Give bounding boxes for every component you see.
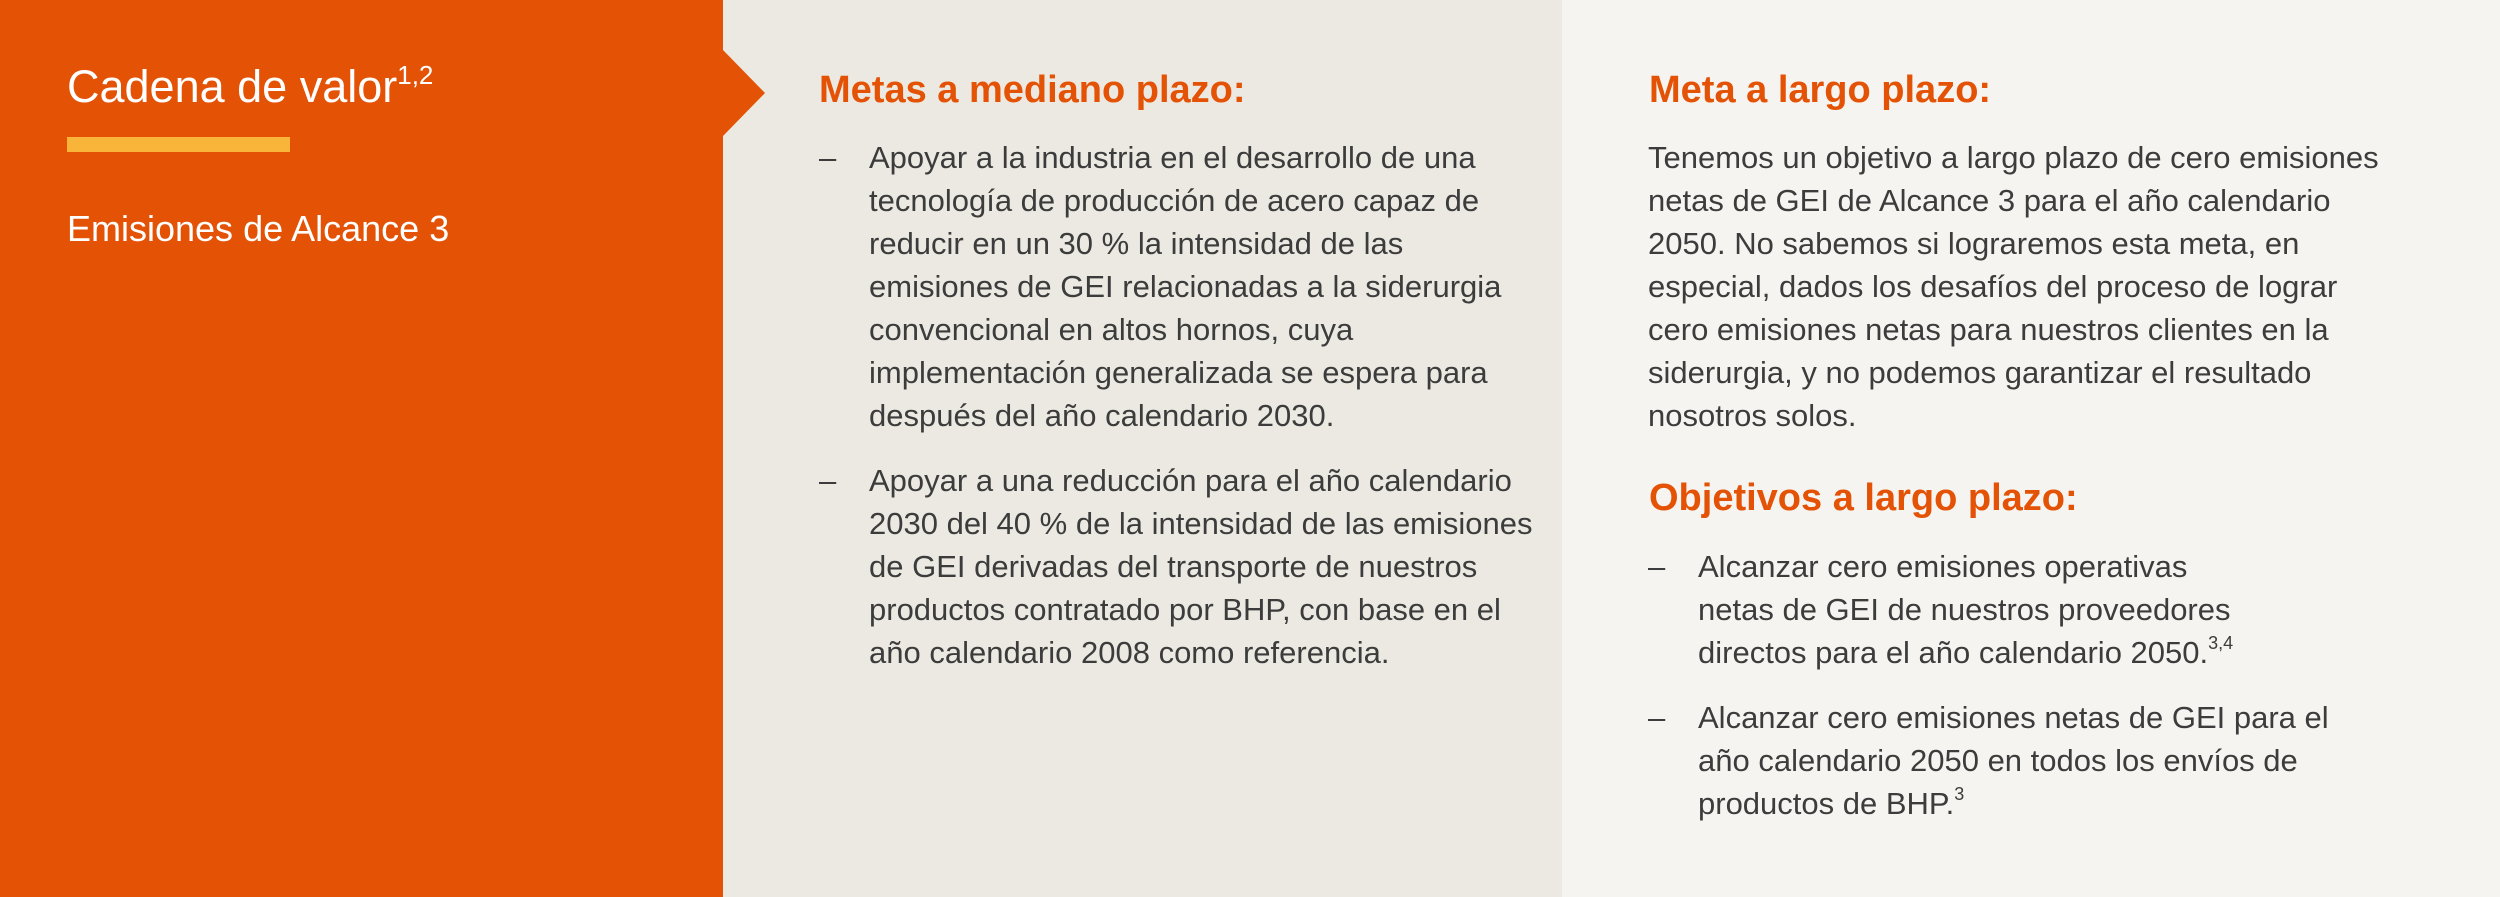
footnote-marker: 3: [1954, 784, 1965, 804]
medium-term-heading: Metas a mediano plazo:: [819, 69, 1246, 111]
accent-rule: [67, 137, 290, 152]
long-term-goal-paragraph: Tenemos un objetivo a largo plazo de cero emisiones netas de GEI de Alcance 3 para el año calendario 2050. No sabemos si lograremos esta meta, en especial, dados los desafíos del proceso de lograr cero emisiones netas para nuestros clientes en la siderurgia, y no podemos garantizar el resultado nosotros solos.: [1648, 140, 2379, 433]
list-item-text: Apoyar a la industria en el desarrollo de una tecnología de producción de acero capaz de reducir en un 30 % la intensidad de las emisiones de GEI relacionadas a la siderurgia convencional en altos hornos, cuya implementación generalizada se espera para después del año calendario 2030.: [869, 140, 1502, 433]
list-item: [819, 136, 1539, 437]
list-item-text: Alcanzar cero emisiones operativas netas de GEI de nuestros proveedores directos para el año calendario 2050.: [1698, 549, 2231, 670]
long-term-goal-heading: Meta a largo plazo:: [1649, 69, 1992, 111]
dash-marker: –: [819, 140, 837, 175]
scope-subtitle: Emisiones de Alcance 3: [67, 208, 450, 249]
dash-marker: –: [819, 463, 837, 498]
dash-marker: –: [1648, 549, 1666, 584]
page-title: [67, 60, 433, 114]
long-term-objectives-heading: Objetivos a largo plazo:: [1649, 477, 2078, 519]
medium-term-list: [819, 136, 1539, 696]
list-item: [1648, 696, 2368, 825]
long-term-panel: [1562, 0, 2500, 897]
list-item-text: Alcanzar cero emisiones netas de GEI para el año calendario 2050 en todos los envíos de productos de BHP.: [1698, 700, 2329, 821]
long-term-objectives-list: [1648, 545, 2368, 847]
list-item: [1648, 545, 2368, 674]
dash-marker: –: [1648, 700, 1666, 735]
list-item: [819, 459, 1539, 674]
panel-arrow: [723, 50, 765, 136]
scope-panel: [0, 0, 723, 897]
footnote-marker: 3,4: [2208, 633, 2234, 653]
medium-term-panel: [723, 0, 1562, 897]
page-title-text: Cadena de valor: [67, 61, 398, 112]
title-footnote: 1,2: [397, 60, 434, 90]
list-item-text: Apoyar a una reducción para el año calendario 2030 del 40 % de la intensidad de las emisiones de GEI derivadas del transporte de nuestros productos contratado por BHP, con base en el año calendario 2008 como referencia.: [869, 463, 1533, 670]
